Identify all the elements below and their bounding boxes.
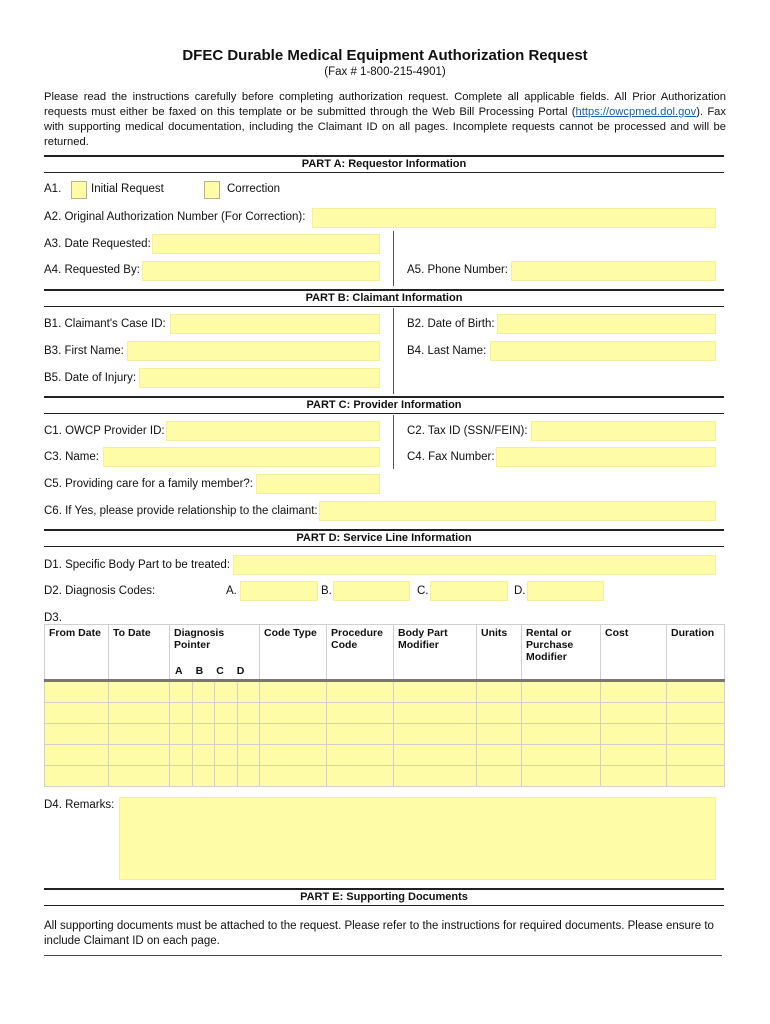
service-line-cell[interactable]	[215, 681, 238, 703]
initial-request-label: Initial Request	[91, 183, 164, 195]
service-line-cell[interactable]	[601, 703, 667, 724]
service-line-cell[interactable]	[327, 766, 394, 787]
col-cost: Cost	[601, 625, 667, 681]
service-line-cell[interactable]	[238, 745, 260, 766]
diag-d-label: D.	[514, 585, 526, 597]
pointer-a: A	[175, 665, 183, 677]
service-line-cell[interactable]	[193, 681, 215, 703]
service-line-row	[45, 745, 725, 766]
d2-label: D2. Diagnosis Codes:	[44, 585, 156, 597]
diagnosis-code-b-field[interactable]	[333, 581, 410, 601]
service-line-row	[45, 703, 725, 724]
service-line-cell[interactable]	[238, 766, 260, 787]
col-from-date: From Date	[45, 625, 109, 681]
service-line-cell[interactable]	[260, 724, 327, 745]
service-line-cell[interactable]	[477, 724, 522, 745]
service-line-cell[interactable]	[327, 681, 394, 703]
provider-id-field[interactable]	[166, 421, 380, 441]
service-line-cell[interactable]	[667, 703, 725, 724]
b2-label: B2. Date of Birth:	[407, 318, 495, 330]
pointer-b: B	[195, 665, 204, 677]
intro-text: Please read the instructions carefully before completing authorization request. Complete all applicable fields. All Prior Authorization requests must either be faxed on this template or be submitted through the Web Bill Processing Portal (	[44, 91, 726, 118]
service-line-cell[interactable]	[215, 745, 238, 766]
service-line-cell[interactable]	[477, 681, 522, 703]
service-line-cell[interactable]	[667, 681, 725, 703]
service-line-cell[interactable]	[477, 745, 522, 766]
c4-label: C4. Fax Number:	[407, 451, 495, 463]
part-b-header: PART B: Claimant Information	[44, 289, 724, 307]
service-line-cell[interactable]	[260, 766, 327, 787]
service-line-cell[interactable]	[193, 766, 215, 787]
service-line-cell[interactable]	[522, 724, 601, 745]
diagnosis-pointer-label: Diagnosis Pointer	[174, 627, 225, 651]
service-line-cell[interactable]	[215, 724, 238, 745]
service-line-cell[interactable]	[45, 703, 109, 724]
service-line-cell[interactable]	[170, 724, 193, 745]
fax-number-field[interactable]	[496, 447, 716, 467]
a1-label: A1.	[44, 183, 62, 195]
service-line-cell[interactable]	[667, 745, 725, 766]
col-code-type: Code Type	[260, 625, 327, 681]
service-line-cell[interactable]	[260, 703, 327, 724]
phone-number-field[interactable]	[511, 261, 716, 281]
fax-number: (Fax # 1-800-215-4901)	[324, 66, 446, 78]
col-rental-purchase: Rental or Purchase Modifier	[522, 625, 601, 681]
d4-label: D4. Remarks:	[44, 799, 115, 811]
b1-label: B1. Claimant's Case ID:	[44, 318, 166, 330]
service-line-cell[interactable]	[215, 703, 238, 724]
service-line-cell[interactable]	[667, 724, 725, 745]
diagnosis-code-a-field[interactable]	[240, 581, 318, 601]
d3-label: D3.	[44, 612, 62, 624]
service-line-row	[45, 681, 725, 703]
part-a-header: PART A: Requestor Information	[44, 155, 724, 173]
service-line-cell[interactable]	[170, 766, 193, 787]
b3-label: B3. First Name:	[44, 345, 124, 357]
service-line-cell[interactable]	[215, 766, 238, 787]
date-of-birth-field[interactable]	[497, 314, 716, 334]
service-line-cell[interactable]	[327, 703, 394, 724]
service-line-cell[interactable]	[394, 745, 477, 766]
service-line-cell[interactable]	[170, 681, 193, 703]
service-line-cell[interactable]	[193, 703, 215, 724]
diag-a-label: A.	[226, 585, 237, 597]
service-line-cell[interactable]	[477, 703, 522, 724]
first-name-field[interactable]	[127, 341, 380, 361]
col-procedure-code: Procedure Code	[327, 625, 394, 681]
col-diagnosis-pointer	[170, 625, 260, 681]
diagnosis-code-c-field[interactable]	[430, 581, 508, 601]
last-name-field[interactable]	[490, 341, 716, 361]
service-line-cell[interactable]	[193, 724, 215, 745]
service-line-cell[interactable]	[45, 724, 109, 745]
service-line-cell[interactable]	[238, 724, 260, 745]
c5-label: C5. Providing care for a family member?:	[44, 478, 253, 490]
body-part-field[interactable]	[233, 555, 716, 575]
service-line-cell[interactable]	[394, 703, 477, 724]
correction-checkbox[interactable]	[204, 181, 220, 199]
service-line-cell[interactable]	[394, 681, 477, 703]
service-line-cell[interactable]	[394, 724, 477, 745]
service-line-cell[interactable]	[45, 766, 109, 787]
service-line-cell[interactable]	[109, 766, 170, 787]
bottom-rule	[44, 955, 722, 956]
service-line-cell[interactable]	[45, 745, 109, 766]
c2-label: C2. Tax ID (SSN/FEIN):	[407, 425, 528, 437]
col-to-date: To Date	[109, 625, 170, 681]
a5-label: A5. Phone Number:	[407, 264, 509, 276]
col-duration: Duration	[667, 625, 725, 681]
service-line-cell[interactable]	[327, 745, 394, 766]
date-requested-field[interactable]	[152, 234, 380, 254]
service-line-cell[interactable]	[109, 745, 170, 766]
portal-link[interactable]: https://owcpmed.dol.gov	[575, 106, 697, 118]
original-auth-number-field[interactable]	[312, 208, 716, 228]
diagnosis-code-d-field[interactable]	[527, 581, 604, 601]
a2-label: A2. Original Authorization Number (For Correction):	[44, 211, 306, 223]
service-line-row	[45, 766, 725, 787]
service-line-cell[interactable]	[109, 703, 170, 724]
service-line-cell[interactable]	[260, 745, 327, 766]
service-line-cell[interactable]	[667, 766, 725, 787]
claimant-case-id-field[interactable]	[170, 314, 380, 334]
service-line-cell[interactable]	[109, 681, 170, 703]
service-line-cell[interactable]	[327, 724, 394, 745]
pointer-c: C	[216, 665, 224, 677]
part-c-header: PART C: Provider Information	[44, 396, 724, 414]
part-e-header: PART E: Supporting Documents	[44, 888, 724, 906]
service-line-cell[interactable]	[601, 681, 667, 703]
diag-b-label: B.	[321, 585, 332, 597]
col-body-part-modifier: Body Part Modifier	[394, 625, 477, 681]
service-line-cell[interactable]	[522, 703, 601, 724]
service-line-cell[interactable]	[109, 724, 170, 745]
service-line-cell[interactable]	[522, 766, 601, 787]
part-d-header: PART D: Service Line Information	[44, 529, 724, 547]
service-line-cell[interactable]	[45, 681, 109, 703]
d1-label: D1. Specific Body Part to be treated:	[44, 559, 231, 571]
c1-label: C1. OWCP Provider ID:	[44, 425, 165, 437]
service-line-cell[interactable]	[477, 766, 522, 787]
column-divider	[393, 415, 394, 469]
date-of-injury-field[interactable]	[139, 368, 380, 388]
intro-text-end: ). Fax with supporting medical documentation, including the Claimant ID on all pages. Incomplete requests cannot be processed and will be returned.	[44, 106, 726, 148]
service-line-cell[interactable]	[522, 681, 601, 703]
supporting-docs-text: All supporting documents must be attached to the request. Please refer to the instructions for required documents. Please ensure to include Claimant ID on each page.	[44, 920, 714, 947]
service-line-cell[interactable]	[522, 745, 601, 766]
relationship-field[interactable]	[319, 501, 716, 521]
service-line-cell[interactable]	[260, 681, 327, 703]
correction-label: Correction	[227, 183, 281, 195]
service-line-cell[interactable]	[601, 745, 667, 766]
service-line-cell[interactable]	[170, 745, 193, 766]
family-member-field[interactable]	[256, 474, 380, 494]
instructions-paragraph	[44, 90, 726, 150]
service-line-cell[interactable]	[170, 703, 193, 724]
remarks-field[interactable]	[119, 797, 716, 880]
service-line-cell[interactable]	[601, 724, 667, 745]
service-line-table	[44, 624, 725, 787]
service-line-cell[interactable]	[238, 703, 260, 724]
b5-label: B5. Date of Injury:	[44, 372, 137, 384]
initial-request-checkbox[interactable]	[71, 181, 87, 199]
tax-id-field[interactable]	[531, 421, 716, 441]
c6-label: C6. If Yes, please provide relationship to the claimant:	[44, 505, 318, 517]
column-divider	[393, 231, 394, 286]
col-units: Units	[477, 625, 522, 681]
requested-by-field[interactable]	[142, 261, 380, 281]
pointer-d: D	[236, 665, 245, 677]
column-divider	[393, 308, 394, 394]
a3-label: A3. Date Requested:	[44, 238, 151, 250]
service-line-cell[interactable]	[394, 766, 477, 787]
diag-c-label: C.	[417, 585, 429, 597]
provider-name-field[interactable]	[103, 447, 380, 467]
service-line-cell[interactable]	[193, 745, 215, 766]
service-line-cell[interactable]	[238, 681, 260, 703]
c3-label: C3. Name:	[44, 451, 99, 463]
service-line-cell[interactable]	[601, 766, 667, 787]
a4-label: A4. Requested By:	[44, 264, 140, 276]
form-title: DFEC Durable Medical Equipment Authorization Request	[182, 47, 588, 64]
b4-label: B4. Last Name:	[407, 345, 487, 357]
service-line-row	[45, 724, 725, 745]
